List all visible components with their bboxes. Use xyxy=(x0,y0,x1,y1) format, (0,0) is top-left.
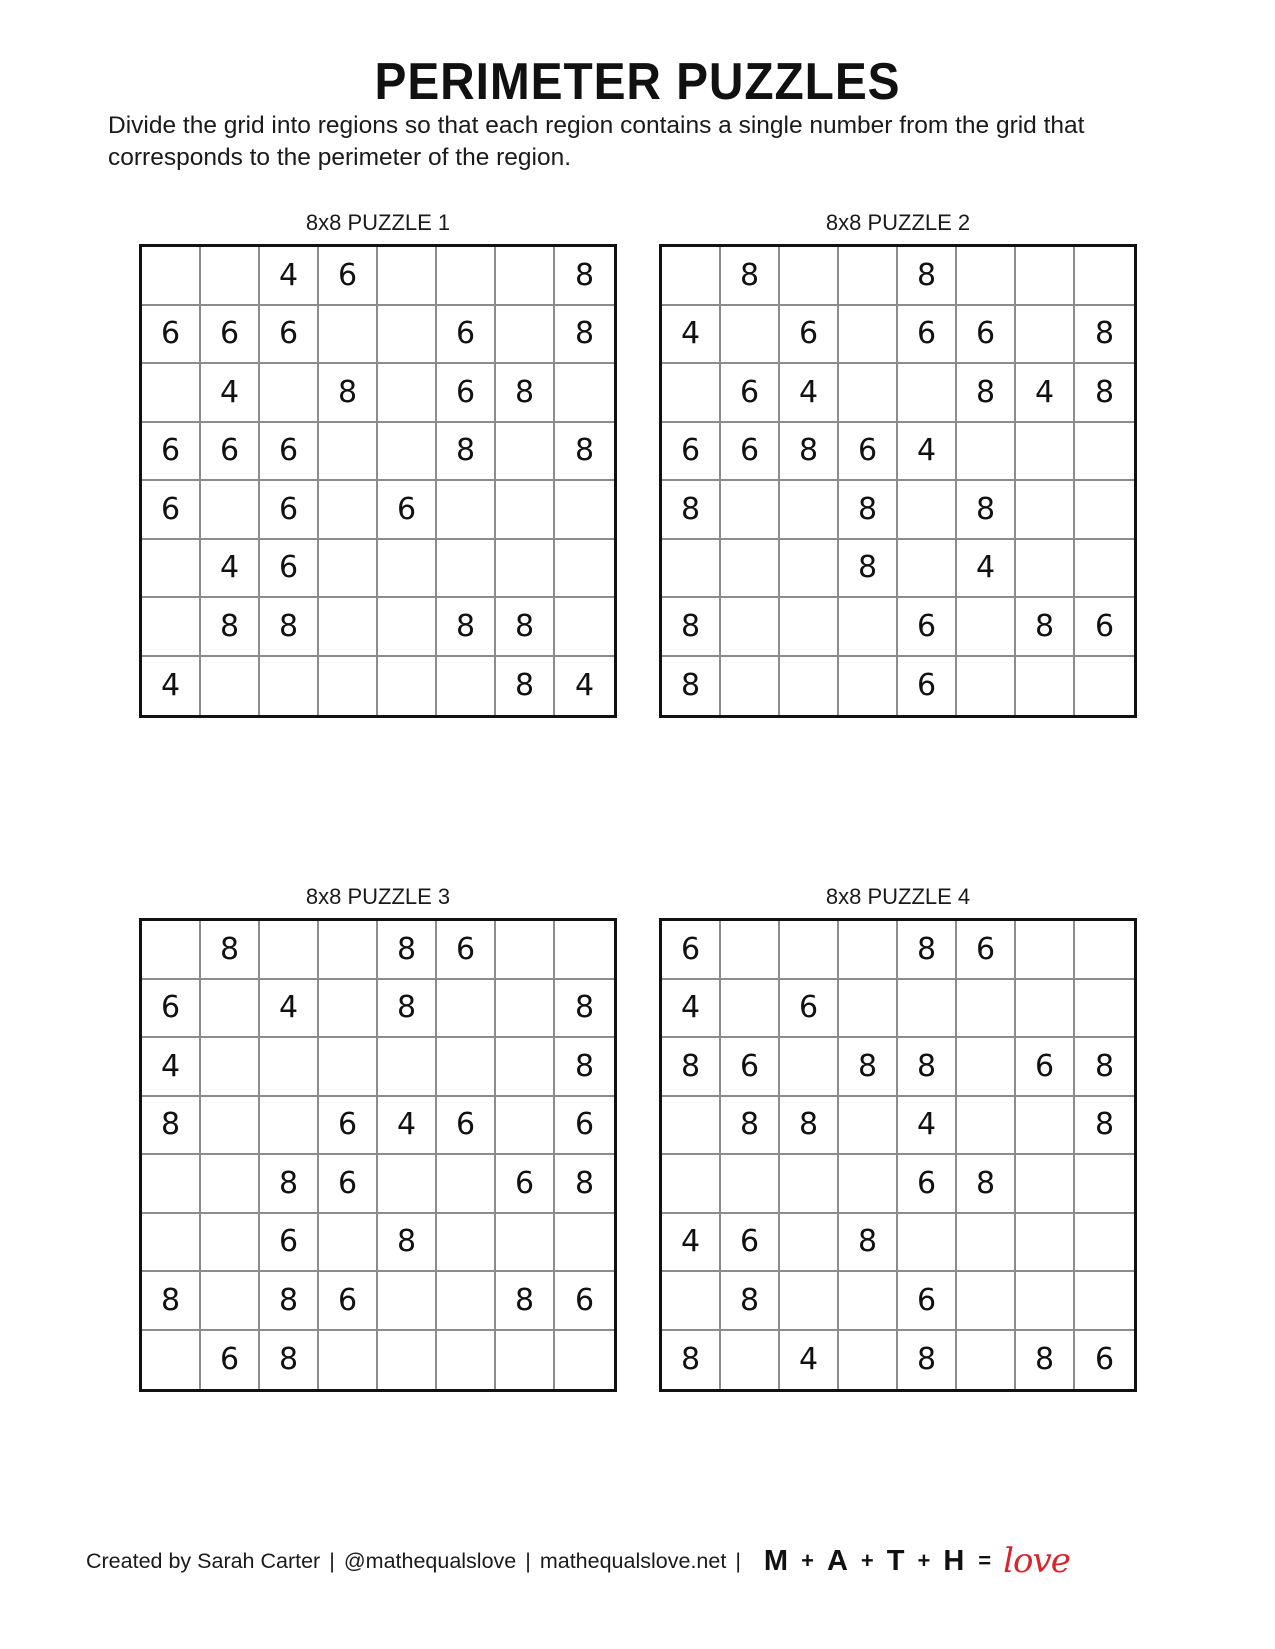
grid-cell[interactable] xyxy=(555,1331,614,1390)
grid-cell[interactable]: 6 xyxy=(721,1214,780,1273)
grid-cell[interactable]: 6 xyxy=(201,306,260,365)
grid-cell[interactable]: 8 xyxy=(898,1331,957,1390)
grid-cell[interactable]: 8 xyxy=(555,1155,614,1214)
grid-cell[interactable] xyxy=(721,598,780,657)
grid-cell[interactable]: 6 xyxy=(142,481,201,540)
grid-cell[interactable] xyxy=(378,1038,437,1097)
grid-cell[interactable]: 6 xyxy=(142,980,201,1039)
grid-cell[interactable]: 8 xyxy=(1075,1097,1134,1156)
brand-letter: T xyxy=(886,1544,905,1577)
grid-cell[interactable] xyxy=(1075,657,1134,716)
brand-plus: + xyxy=(860,1548,874,1573)
grid-cell[interactable] xyxy=(780,1155,839,1214)
grid-cell[interactable]: 8 xyxy=(780,423,839,482)
grid-cell[interactable]: 4 xyxy=(780,364,839,423)
grid-cell[interactable] xyxy=(201,247,260,306)
footer-handle: @mathequalslove xyxy=(343,1548,517,1573)
grid-cell[interactable] xyxy=(496,921,555,980)
grid-cell[interactable]: 4 xyxy=(142,1038,201,1097)
grid-cell[interactable]: 6 xyxy=(260,423,319,482)
grid-cell[interactable] xyxy=(378,247,437,306)
brand-equals: = xyxy=(978,1548,992,1573)
grid-cell[interactable] xyxy=(142,247,201,306)
grid-cell[interactable]: 6 xyxy=(662,423,721,482)
grid-cell[interactable] xyxy=(201,1097,260,1156)
grid-cell[interactable] xyxy=(555,481,614,540)
grid-cell[interactable] xyxy=(780,1038,839,1097)
grid-cell[interactable] xyxy=(555,1214,614,1273)
grid-cell[interactable] xyxy=(378,1331,437,1390)
grid-cell[interactable]: 6 xyxy=(555,1272,614,1331)
grid-cell[interactable] xyxy=(1016,540,1075,599)
grid-cell[interactable] xyxy=(721,1331,780,1390)
grid-cell[interactable]: 8 xyxy=(260,1331,319,1390)
grid-cell[interactable] xyxy=(957,598,1016,657)
grid-cell[interactable] xyxy=(437,1038,496,1097)
grid-cell[interactable]: 4 xyxy=(662,980,721,1039)
grid-cell[interactable] xyxy=(839,364,898,423)
grid-cell[interactable] xyxy=(319,1331,378,1390)
grid-cell[interactable] xyxy=(839,1097,898,1156)
grid-cell[interactable] xyxy=(1016,423,1075,482)
grid-cell[interactable] xyxy=(201,980,260,1039)
grid-cell[interactable] xyxy=(662,247,721,306)
instructions: Divide the grid into regions so that each region contains a single number from the grid that corresponds to the perimeter of the region. xyxy=(108,112,1085,171)
grid-cell[interactable] xyxy=(1016,1097,1075,1156)
grid-cell[interactable] xyxy=(496,1097,555,1156)
grid-cell[interactable] xyxy=(780,247,839,306)
grid-cell[interactable]: 8 xyxy=(142,1097,201,1156)
grid-cell[interactable] xyxy=(260,657,319,716)
grid-cell[interactable]: 4 xyxy=(260,980,319,1039)
grid-cell[interactable] xyxy=(839,247,898,306)
grid-cell[interactable] xyxy=(780,540,839,599)
grid-cell[interactable]: 8 xyxy=(1075,1038,1134,1097)
grid-cell[interactable]: 6 xyxy=(839,423,898,482)
grid-cell[interactable] xyxy=(839,1331,898,1390)
puzzle-grid xyxy=(659,918,1137,1392)
grid-cell[interactable] xyxy=(319,657,378,716)
grid-cell[interactable]: 8 xyxy=(839,1214,898,1273)
grid-cell[interactable] xyxy=(1016,657,1075,716)
grid-cell[interactable]: 6 xyxy=(260,481,319,540)
grid-cell[interactable] xyxy=(839,598,898,657)
brand-logo xyxy=(764,1541,1070,1581)
grid-cell[interactable] xyxy=(721,657,780,716)
grid-cell[interactable]: 8 xyxy=(496,364,555,423)
grid-cell[interactable] xyxy=(721,540,780,599)
grid-cell[interactable]: 4 xyxy=(260,247,319,306)
grid-cell[interactable] xyxy=(496,247,555,306)
grid-cell[interactable]: 4 xyxy=(1016,364,1075,423)
grid-cell[interactable] xyxy=(142,1155,201,1214)
grid-cell[interactable]: 6 xyxy=(437,306,496,365)
grid-cell[interactable]: 8 xyxy=(378,921,437,980)
grid-cell[interactable]: 8 xyxy=(898,1038,957,1097)
grid-cell[interactable] xyxy=(1016,1272,1075,1331)
grid-cell[interactable]: 6 xyxy=(142,306,201,365)
grid-cell[interactable]: 4 xyxy=(142,657,201,716)
grid-cell[interactable] xyxy=(437,1155,496,1214)
grid-cell[interactable] xyxy=(201,657,260,716)
grid-cell[interactable] xyxy=(839,980,898,1039)
grid-cell[interactable] xyxy=(957,1214,1016,1273)
grid-cell[interactable]: 6 xyxy=(437,364,496,423)
grid-cell[interactable] xyxy=(662,540,721,599)
grid-cell[interactable] xyxy=(1075,423,1134,482)
brand-letter: H xyxy=(943,1544,965,1577)
grid-cell[interactable] xyxy=(555,921,614,980)
grid-cell[interactable] xyxy=(496,1331,555,1390)
grid-cell[interactable]: 8 xyxy=(260,598,319,657)
grid-cell[interactable] xyxy=(957,1331,1016,1390)
grid-cell[interactable] xyxy=(201,1272,260,1331)
grid-cell[interactable] xyxy=(898,364,957,423)
grid-cell[interactable] xyxy=(1075,921,1134,980)
footer xyxy=(86,1541,1070,1581)
grid-cell[interactable]: 8 xyxy=(201,598,260,657)
grid-cell[interactable] xyxy=(378,1155,437,1214)
grid-cell[interactable] xyxy=(378,657,437,716)
grid-cell[interactable]: 6 xyxy=(260,306,319,365)
grid-cell[interactable]: 4 xyxy=(378,1097,437,1156)
grid-cell[interactable] xyxy=(780,481,839,540)
grid-cell[interactable] xyxy=(319,1214,378,1273)
puzzle-2 xyxy=(659,208,1137,718)
grid-cell[interactable] xyxy=(496,423,555,482)
grid-cell[interactable] xyxy=(1075,481,1134,540)
grid-cell[interactable] xyxy=(260,921,319,980)
grid-cell[interactable] xyxy=(496,1038,555,1097)
brand-letter: A xyxy=(826,1544,848,1577)
grid-cell[interactable] xyxy=(496,481,555,540)
grid-cell[interactable] xyxy=(496,306,555,365)
grid-cell[interactable]: 8 xyxy=(721,1097,780,1156)
grid-cell[interactable] xyxy=(1016,980,1075,1039)
page-title: PERIMETER PUZZLES xyxy=(374,53,901,111)
grid-cell[interactable]: 8 xyxy=(201,921,260,980)
grid-cell[interactable]: 8 xyxy=(662,1038,721,1097)
grid-cell[interactable] xyxy=(1075,540,1134,599)
grid-cell[interactable]: 8 xyxy=(1075,306,1134,365)
grid-cell[interactable] xyxy=(378,423,437,482)
grid-cell[interactable] xyxy=(721,1155,780,1214)
grid-cell[interactable] xyxy=(780,1272,839,1331)
grid-cell[interactable]: 8 xyxy=(957,364,1016,423)
grid-cell[interactable] xyxy=(378,306,437,365)
grid-cell[interactable] xyxy=(201,1214,260,1273)
grid-cell[interactable]: 6 xyxy=(898,1272,957,1331)
grid-cell[interactable]: 8 xyxy=(839,1038,898,1097)
grid-cell[interactable]: 6 xyxy=(662,921,721,980)
grid-cell[interactable]: 8 xyxy=(662,1331,721,1390)
brand-plus: + xyxy=(801,1548,814,1573)
grid-cell[interactable] xyxy=(839,1155,898,1214)
grid-cell[interactable] xyxy=(780,1214,839,1273)
grid-cell[interactable]: 4 xyxy=(957,540,1016,599)
grid-cell[interactable] xyxy=(437,1214,496,1273)
grid-cell[interactable] xyxy=(1016,1214,1075,1273)
grid-cell[interactable]: 8 xyxy=(662,481,721,540)
grid-cell[interactable]: 8 xyxy=(496,598,555,657)
grid-cell[interactable] xyxy=(839,657,898,716)
grid-cell[interactable]: 4 xyxy=(898,423,957,482)
grid-cell[interactable] xyxy=(319,306,378,365)
grid-cell[interactable] xyxy=(780,921,839,980)
grid-cell[interactable]: 8 xyxy=(555,1038,614,1097)
grid-cell[interactable] xyxy=(496,980,555,1039)
puzzle-label: 8x8 PUZZLE 1 xyxy=(305,210,451,235)
grid-cell[interactable] xyxy=(780,598,839,657)
grid-cell[interactable] xyxy=(378,364,437,423)
grid-cell[interactable]: 6 xyxy=(555,1097,614,1156)
grid-cell[interactable]: 6 xyxy=(1075,598,1134,657)
grid-cell[interactable]: 4 xyxy=(780,1331,839,1390)
grid-cell[interactable]: 8 xyxy=(1016,598,1075,657)
grid-cell[interactable]: 6 xyxy=(957,306,1016,365)
grid-cell[interactable] xyxy=(496,540,555,599)
grid-cell[interactable]: 8 xyxy=(721,247,780,306)
brand-letter: M xyxy=(763,1544,789,1577)
grid-cell[interactable]: 4 xyxy=(201,364,260,423)
grid-cell[interactable] xyxy=(201,1038,260,1097)
grid-cell[interactable]: 8 xyxy=(378,1214,437,1273)
grid-cell[interactable]: 6 xyxy=(260,540,319,599)
grid-cell[interactable] xyxy=(957,247,1016,306)
grid-cell[interactable]: 8 xyxy=(1075,364,1134,423)
footer-website: mathequalslove.net xyxy=(539,1548,727,1573)
grid-cell[interactable]: 6 xyxy=(142,423,201,482)
grid-cell[interactable] xyxy=(555,364,614,423)
grid-cell[interactable] xyxy=(957,657,1016,716)
grid-cell[interactable]: 8 xyxy=(780,1097,839,1156)
grid-cell[interactable] xyxy=(437,1272,496,1331)
grid-cell[interactable]: 8 xyxy=(496,657,555,716)
grid-cell[interactable] xyxy=(319,598,378,657)
grid-cell[interactable] xyxy=(319,423,378,482)
footer-separator: | xyxy=(329,1548,335,1573)
puzzle-1 xyxy=(139,208,617,718)
grid-cell[interactable] xyxy=(142,540,201,599)
grid-cell[interactable]: 6 xyxy=(957,921,1016,980)
grid-cell[interactable] xyxy=(662,1097,721,1156)
grid-cell[interactable] xyxy=(898,980,957,1039)
grid-cell[interactable] xyxy=(142,921,201,980)
grid-cell[interactable] xyxy=(1016,921,1075,980)
grid-cell[interactable] xyxy=(898,481,957,540)
grid-cell[interactable] xyxy=(1075,247,1134,306)
grid-cell[interactable]: 8 xyxy=(839,540,898,599)
grid-cell[interactable] xyxy=(721,306,780,365)
grid-cell[interactable]: 6 xyxy=(260,1214,319,1273)
puzzle-label: 8x8 PUZZLE 2 xyxy=(825,210,971,235)
grid-cell[interactable] xyxy=(496,1214,555,1273)
grid-cell[interactable]: 6 xyxy=(1016,1038,1075,1097)
puzzle-grid xyxy=(659,244,1137,718)
grid-cell[interactable] xyxy=(260,1097,319,1156)
grid-cell[interactable] xyxy=(319,1038,378,1097)
footer-credit: Created by Sarah Carter xyxy=(86,1548,321,1573)
puzzle-label: 8x8 PUZZLE 3 xyxy=(305,884,451,909)
grid-cell[interactable]: 6 xyxy=(721,1038,780,1097)
grid-cell[interactable] xyxy=(957,1038,1016,1097)
grid-cell[interactable] xyxy=(957,1272,1016,1331)
grid-cell[interactable]: 8 xyxy=(839,481,898,540)
grid-cell[interactable]: 6 xyxy=(201,1331,260,1390)
grid-cell[interactable] xyxy=(1075,980,1134,1039)
grid-cell[interactable] xyxy=(839,306,898,365)
grid-cell[interactable] xyxy=(662,364,721,423)
grid-cell[interactable] xyxy=(201,481,260,540)
puzzle-3 xyxy=(139,882,617,1392)
grid-cell[interactable]: 6 xyxy=(898,598,957,657)
grid-cell[interactable]: 4 xyxy=(898,1097,957,1156)
grid-cell[interactable] xyxy=(142,598,201,657)
grid-cell[interactable]: 8 xyxy=(260,1155,319,1214)
grid-cell[interactable] xyxy=(319,481,378,540)
grid-cell[interactable]: 8 xyxy=(898,921,957,980)
grid-cell[interactable] xyxy=(319,921,378,980)
footer-separator: | xyxy=(525,1548,531,1573)
grid-cell[interactable] xyxy=(1075,1214,1134,1273)
grid-cell[interactable]: 8 xyxy=(555,306,614,365)
grid-cell[interactable] xyxy=(319,540,378,599)
grid-cell[interactable]: 8 xyxy=(496,1272,555,1331)
grid-cell[interactable]: 6 xyxy=(780,306,839,365)
grid-cell[interactable] xyxy=(839,921,898,980)
grid-cell[interactable] xyxy=(142,364,201,423)
grid-cell[interactable] xyxy=(437,1331,496,1390)
grid-cell[interactable]: 4 xyxy=(662,1214,721,1273)
puzzle-4 xyxy=(659,882,1137,1392)
grid-cell[interactable]: 6 xyxy=(437,1097,496,1156)
puzzle-label: 8x8 PUZZLE 4 xyxy=(825,884,971,909)
grid-cell[interactable]: 6 xyxy=(201,423,260,482)
grid-cell[interactable] xyxy=(780,657,839,716)
grid-cell[interactable] xyxy=(437,657,496,716)
grid-cell[interactable]: 6 xyxy=(1094,1342,1115,1378)
grid-cell[interactable] xyxy=(378,1272,437,1331)
grid-cell[interactable] xyxy=(898,540,957,599)
grid-cell[interactable]: 6 xyxy=(319,1272,378,1331)
grid-cell[interactable]: 8 xyxy=(142,1272,201,1331)
grid-cell[interactable] xyxy=(898,1214,957,1273)
grid-cell[interactable] xyxy=(319,980,378,1039)
grid-cell[interactable] xyxy=(957,423,1016,482)
grid-cell[interactable]: 4 xyxy=(662,306,721,365)
grid-cell[interactable]: 8 xyxy=(319,364,378,423)
grid-cell[interactable] xyxy=(437,481,496,540)
grid-cell[interactable] xyxy=(378,540,437,599)
grid-cell[interactable]: 8 xyxy=(555,247,614,306)
grid-cell[interactable]: 8 xyxy=(898,247,957,306)
grid-cell[interactable]: 6 xyxy=(437,921,496,980)
grid-cell[interactable]: 6 xyxy=(319,1155,378,1214)
grid-cell[interactable]: 8 xyxy=(721,1272,780,1331)
grid-cell[interactable] xyxy=(437,540,496,599)
grid-cell[interactable] xyxy=(1016,306,1075,365)
grid-cell[interactable] xyxy=(1016,481,1075,540)
grid-cell[interactable]: 8 xyxy=(437,598,496,657)
grid-cell[interactable] xyxy=(839,1272,898,1331)
grid-cell[interactable] xyxy=(378,598,437,657)
grid-cell[interactable] xyxy=(437,980,496,1039)
grid-cell[interactable] xyxy=(437,247,496,306)
grid-cell[interactable]: 6 xyxy=(898,657,957,716)
grid-cell[interactable] xyxy=(957,980,1016,1039)
brand-love-script: love xyxy=(1003,1541,1070,1581)
brand-plus: + xyxy=(917,1548,931,1573)
grid-cell[interactable] xyxy=(721,481,780,540)
grid-cell[interactable]: 6 xyxy=(319,247,378,306)
grid-cell[interactable]: 6 xyxy=(496,1155,555,1214)
grid-cell[interactable]: 4 xyxy=(201,540,260,599)
grid-cell[interactable] xyxy=(142,1214,201,1273)
grid-cell[interactable]: 6 xyxy=(378,481,437,540)
grid-cell[interactable] xyxy=(260,1038,319,1097)
grid-cell[interactable] xyxy=(260,364,319,423)
footer-separator: | xyxy=(735,1548,741,1573)
grid-cell[interactable]: 8 xyxy=(957,1155,1016,1214)
puzzle-grid xyxy=(139,918,617,1392)
grid-cell[interactable]: 6 xyxy=(721,364,780,423)
grid-cell[interactable]: 8 xyxy=(662,598,721,657)
grid-cell[interactable] xyxy=(662,1155,721,1214)
grid-cell[interactable] xyxy=(662,1272,721,1331)
puzzle-grid xyxy=(139,244,617,718)
grid-cell[interactable] xyxy=(201,1155,260,1214)
grid-cell[interactable]: 8 xyxy=(555,423,614,482)
grid-cell[interactable] xyxy=(1075,1272,1134,1331)
grid-cell[interactable]: 8 xyxy=(662,657,721,716)
grid-cell[interactable] xyxy=(1075,1155,1134,1214)
grid-cell[interactable]: 8 xyxy=(378,980,437,1039)
grid-cell[interactable]: 4 xyxy=(574,668,595,704)
grid-cell[interactable]: 8 xyxy=(957,481,1016,540)
grid-cell[interactable] xyxy=(721,980,780,1039)
grid-cell[interactable]: 8 xyxy=(437,423,496,482)
grid-cell[interactable] xyxy=(142,1331,201,1390)
grid-cell[interactable] xyxy=(721,921,780,980)
grid-cell[interactable] xyxy=(555,540,614,599)
grid-cell[interactable]: 6 xyxy=(898,1155,957,1214)
grid-cell[interactable]: 6 xyxy=(780,980,839,1039)
grid-cell[interactable]: 8 xyxy=(555,980,614,1039)
grid-cell[interactable]: 6 xyxy=(721,423,780,482)
grid-cell[interactable] xyxy=(957,1097,1016,1156)
grid-cell[interactable]: 8 xyxy=(1016,1331,1075,1390)
grid-cell[interactable]: 8 xyxy=(260,1272,319,1331)
grid-cell[interactable] xyxy=(1016,247,1075,306)
grid-cell[interactable] xyxy=(555,598,614,657)
grid-cell[interactable]: 6 xyxy=(898,306,957,365)
grid-cell[interactable]: 6 xyxy=(319,1097,378,1156)
grid-cell[interactable] xyxy=(1016,1155,1075,1214)
